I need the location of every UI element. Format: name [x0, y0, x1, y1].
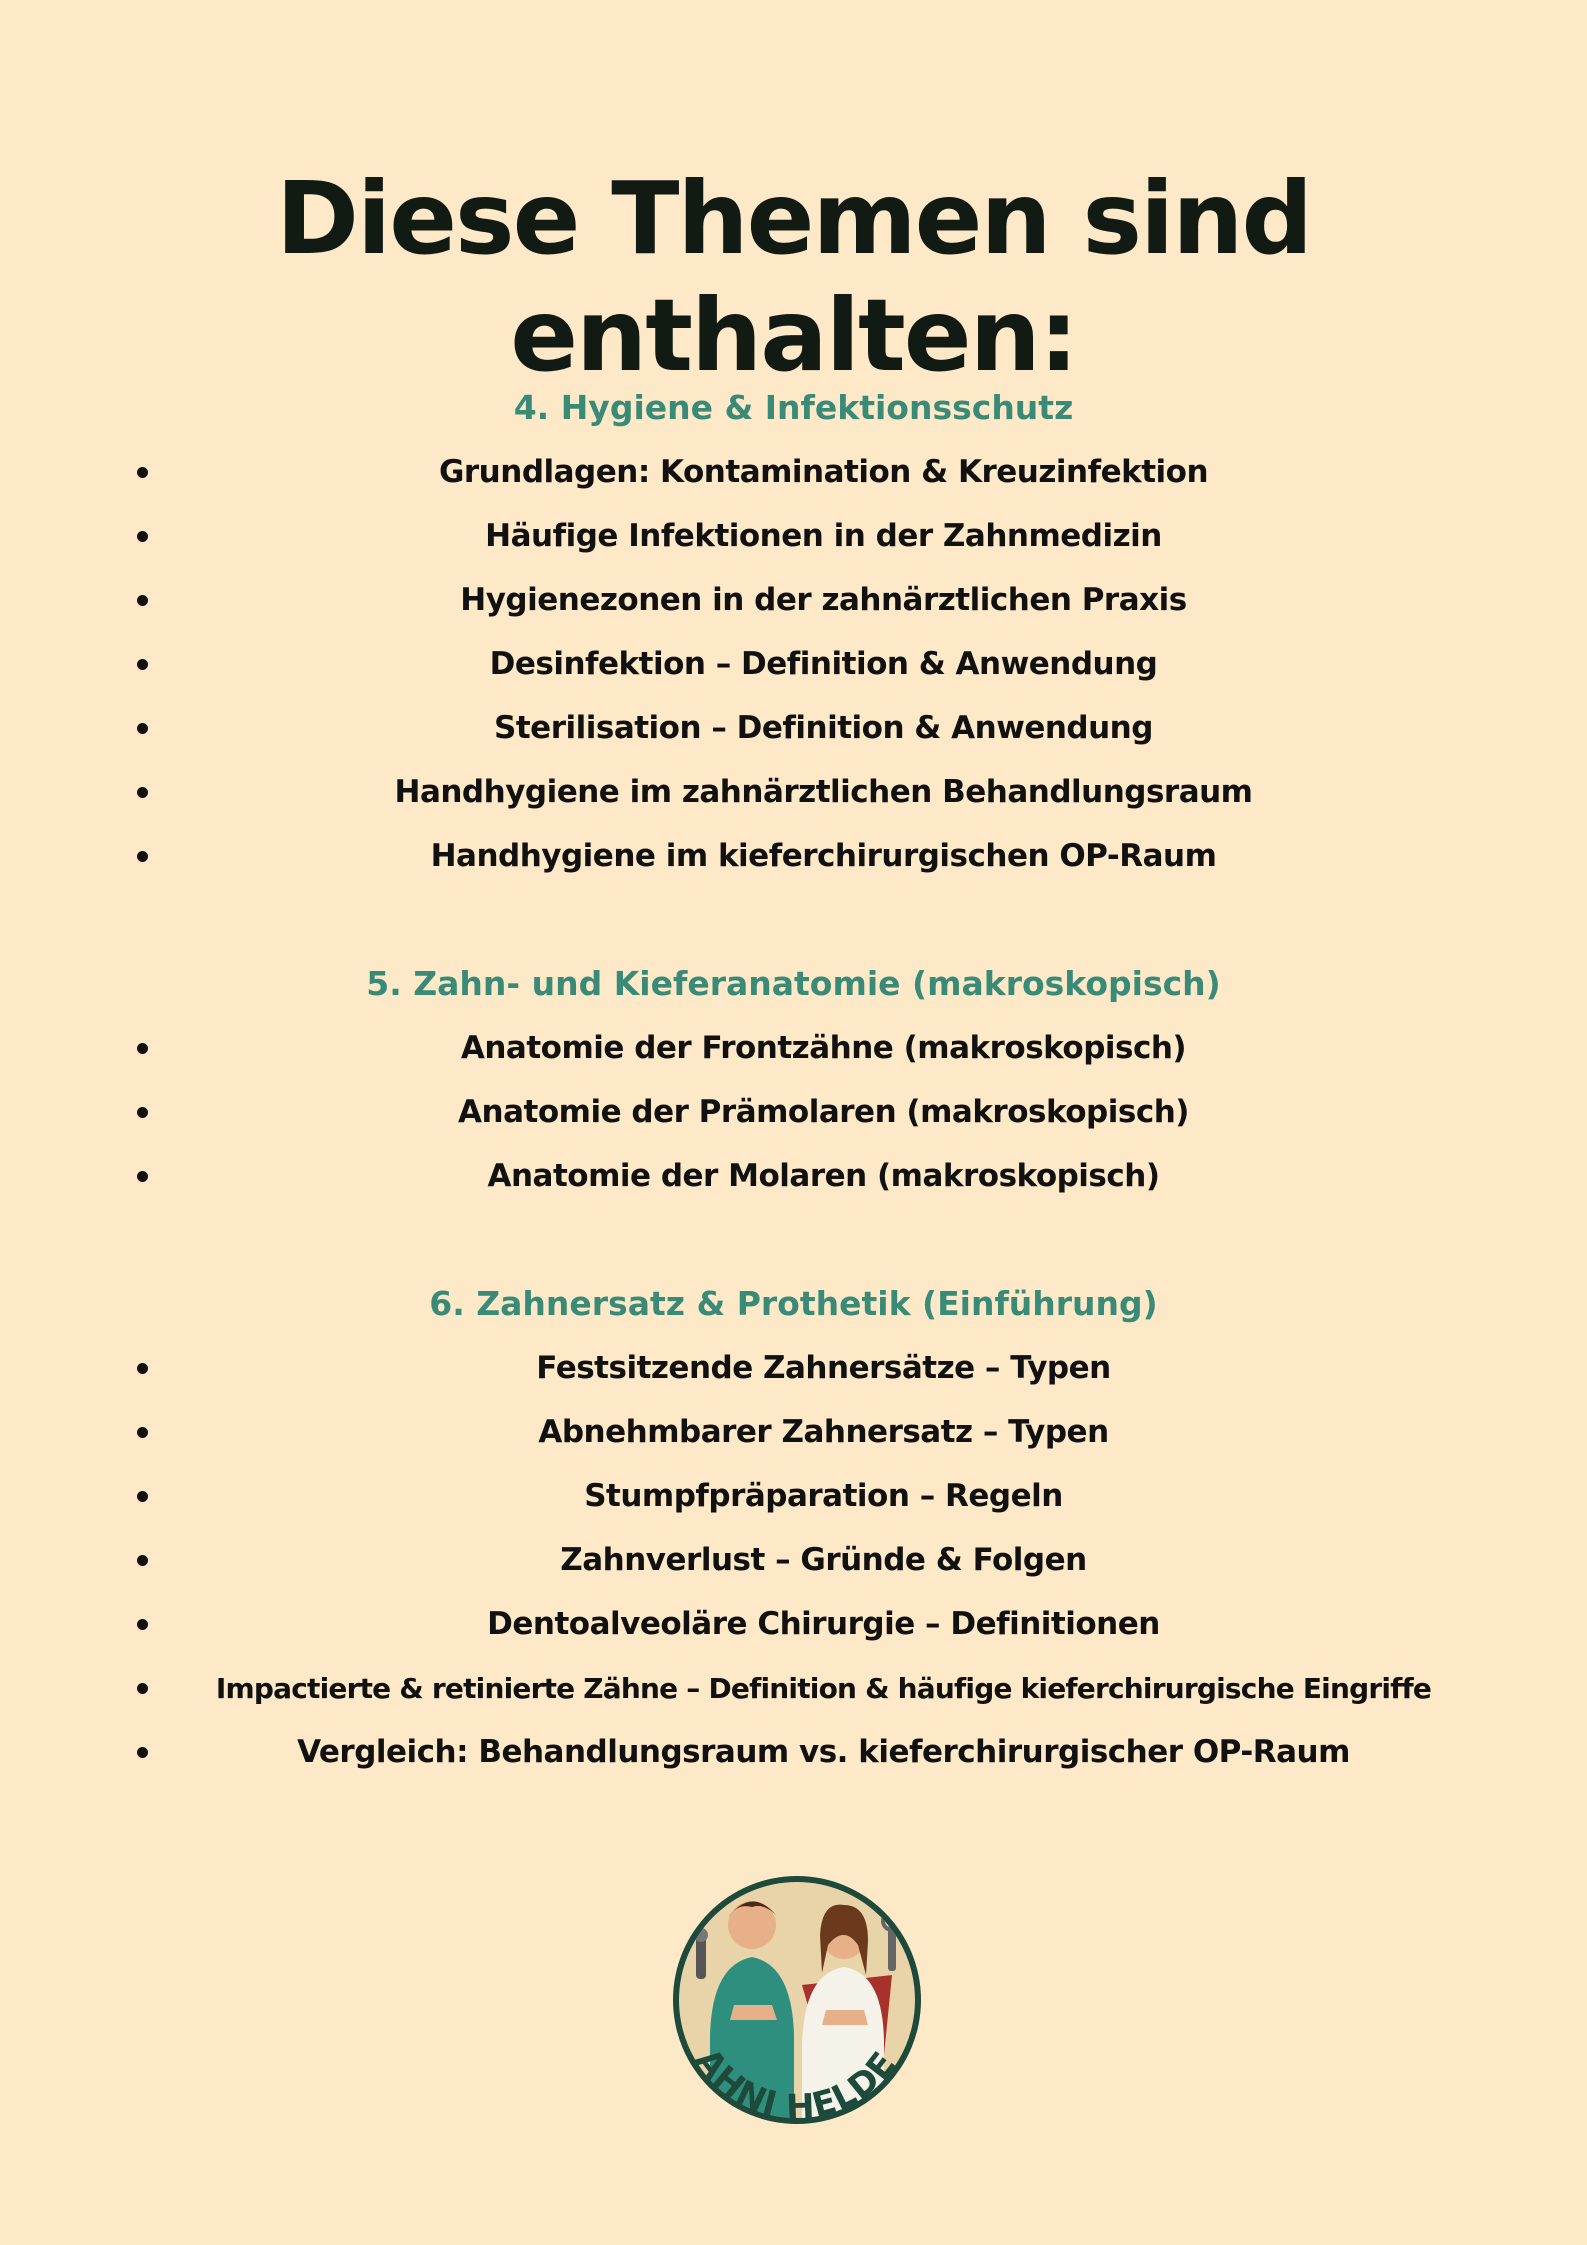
list-item-text: Sterilisation – Definition & Anwendung	[494, 710, 1153, 746]
list-item	[0, 1528, 1587, 1592]
list-item	[0, 440, 1587, 504]
list-item-text: Handhygiene im kieferchirurgischen OP-Raum	[430, 838, 1217, 874]
bullet-icon	[137, 1491, 148, 1502]
list-item-text: Stumpfpräparation – Regeln	[584, 1478, 1063, 1514]
section-anatomie	[0, 952, 1587, 1208]
list-item	[0, 696, 1587, 760]
list-item-text: Vergleich: Behandlungsraum vs. kieferchirurgischer OP-Raum	[297, 1734, 1350, 1770]
list-item	[0, 1592, 1587, 1656]
list-item	[0, 1336, 1587, 1400]
list-item-text: Anatomie der Frontzähne (makroskopisch)	[460, 1030, 1187, 1066]
list-item-text: Grundlagen: Kontamination & Kreuzinfektion	[438, 454, 1209, 490]
list-item	[0, 1144, 1587, 1208]
bullet-icon	[137, 1555, 148, 1566]
list-item-text: Zahnverlust – Gründe & Folgen	[560, 1542, 1087, 1578]
list-item-text: Handhygiene im zahnärztlichen Behandlungsraum	[394, 774, 1253, 810]
list-item	[0, 1464, 1587, 1528]
topic-list	[0, 440, 1587, 888]
list-item	[0, 1720, 1587, 1784]
topic-list	[0, 1336, 1587, 1784]
bullet-icon	[137, 1619, 148, 1630]
list-item-text: Hygienezonen in der zahnärztlichen Praxis	[460, 582, 1187, 618]
section-prothetik	[0, 1272, 1587, 1784]
zahni-helden-logo	[652, 1865, 942, 2155]
page-title: Diese Themen sind enthalten:	[275, 160, 1312, 394]
list-item-text: Festsitzende Zahnersätze – Typen	[536, 1350, 1111, 1386]
bullet-icon	[137, 787, 148, 798]
section-heading: 6. Zahnersatz & Prothetik (Einführung)	[429, 1284, 1158, 1323]
list-item-text: Anatomie der Molaren (makroskopisch)	[487, 1158, 1160, 1194]
bullet-icon	[137, 1747, 148, 1758]
list-item	[0, 504, 1587, 568]
bullet-icon	[137, 1683, 148, 1694]
list-item-text: Desinfektion – Definition & Anwendung	[489, 646, 1158, 682]
bullet-icon	[137, 467, 148, 478]
bullet-icon	[137, 851, 148, 862]
bullet-icon	[137, 723, 148, 734]
list-item-text: Impactierte & retinierte Zähne – Definition & häufige kieferchirurgische Eingriffe	[215, 1672, 1432, 1705]
list-item	[0, 1016, 1587, 1080]
bullet-icon	[137, 659, 148, 670]
list-item-text: Abnehmbarer Zahnersatz – Typen	[538, 1414, 1109, 1450]
list-item-text: Dentoalveoläre Chirurgie – Definitionen	[487, 1606, 1160, 1642]
list-item	[0, 1656, 1587, 1720]
bullet-icon	[137, 1171, 148, 1182]
list-item	[0, 760, 1587, 824]
logo-text: AHNI HELDE	[687, 2041, 905, 2128]
list-item	[0, 632, 1587, 696]
bullet-icon	[137, 1363, 148, 1374]
bullet-icon	[137, 1107, 148, 1118]
section-heading: 4. Hygiene & Infektionsschutz	[513, 388, 1074, 427]
zahni-helden-logo-icon	[652, 1865, 942, 2155]
bullet-icon	[137, 531, 148, 542]
list-item	[0, 1080, 1587, 1144]
section-hygiene	[0, 376, 1587, 888]
topic-list	[0, 1016, 1587, 1208]
list-item-text: Anatomie der Prämolaren (makroskopisch)	[458, 1094, 1189, 1130]
bullet-icon	[137, 595, 148, 606]
section-heading: 5. Zahn- und Kieferanatomie (makroskopisch)	[366, 964, 1221, 1003]
bullet-icon	[137, 1043, 148, 1054]
list-item-text: Häufige Infektionen in der Zahnmedizin	[485, 518, 1162, 554]
list-item	[0, 568, 1587, 632]
list-item	[0, 824, 1587, 888]
list-item	[0, 1400, 1587, 1464]
bullet-icon	[137, 1427, 148, 1438]
